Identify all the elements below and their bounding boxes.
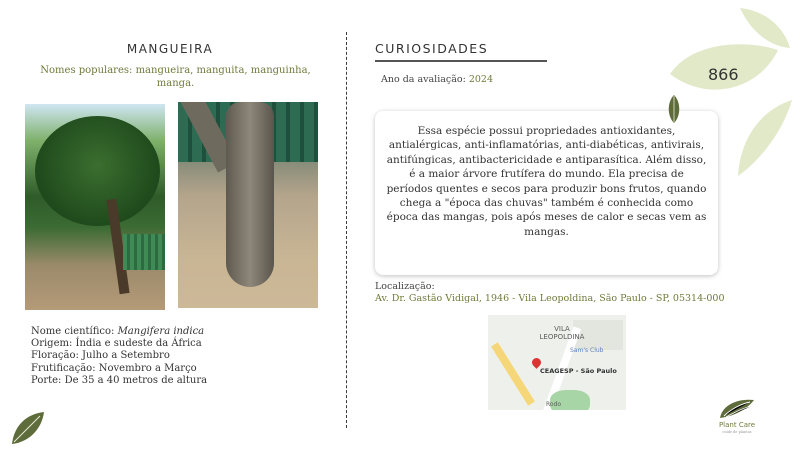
column-divider bbox=[346, 32, 348, 428]
logo-tagline: cuide de plantas bbox=[722, 430, 752, 434]
location-label: Localização: bbox=[375, 281, 435, 292]
title-underline bbox=[375, 60, 547, 62]
curiosities-title: CURIOSIDADES bbox=[375, 41, 489, 56]
tree-photo-trunk bbox=[178, 102, 318, 308]
size: Porte: De 35 a 40 metros de altura bbox=[31, 374, 208, 386]
tree-photo-full bbox=[25, 104, 165, 310]
map-label-district: VILA LEOPOLDINA bbox=[539, 325, 585, 341]
location-address: Av. Dr. Gastão Vidigal, 1946 - Vila Leopoldina, São Paulo - SP, 05314-000 bbox=[375, 293, 725, 304]
leaf-icon bbox=[8, 408, 48, 448]
curiosity-card: Essa espécie possui propriedades antioxidantes, antialérgicas, anti-inflamatórias, anti-diabéticas, antivirais, antifúngicas, antibactericidade e antiparasítica. Além disso, é a maior árvore frutífera do mundo. Ela precisa de períodos quentes e secos para produzir bons frutos, quando chega a "época das chuvas" também é conhecida como época das mangas, pois após meses de calor e secas vem as mangas. bbox=[375, 111, 718, 275]
location-map[interactable] bbox=[488, 315, 626, 410]
plant-title: MANGUEIRA bbox=[126, 42, 214, 56]
popular-names: Nomes populares: mangueira, manguita, manguinha, manga. bbox=[40, 65, 311, 89]
plant-facts bbox=[31, 326, 207, 387]
map-label-store: Sam's Club bbox=[570, 347, 604, 354]
flowering: Floração: Julho a Setembro bbox=[31, 350, 170, 362]
map-label-place: CEAGESP - São Paulo bbox=[540, 367, 617, 375]
plant-care-logo-icon bbox=[716, 396, 758, 420]
decorative-leaves-icon bbox=[660, 0, 800, 180]
fruiting: Frutificação: Novembro a Março bbox=[31, 362, 197, 374]
scientific-name: Nome científico: Mangifera indica bbox=[31, 326, 205, 337]
small-leaf-icon bbox=[666, 94, 682, 124]
evaluation-year: Ano da avaliação: 2024 bbox=[381, 74, 494, 85]
logo-name: Plant Care bbox=[718, 421, 756, 429]
origin: Origem: Índia e sudeste da África bbox=[31, 338, 202, 350]
badge-number: 866 bbox=[708, 65, 739, 84]
map-label-road: Rodo bbox=[546, 401, 562, 408]
